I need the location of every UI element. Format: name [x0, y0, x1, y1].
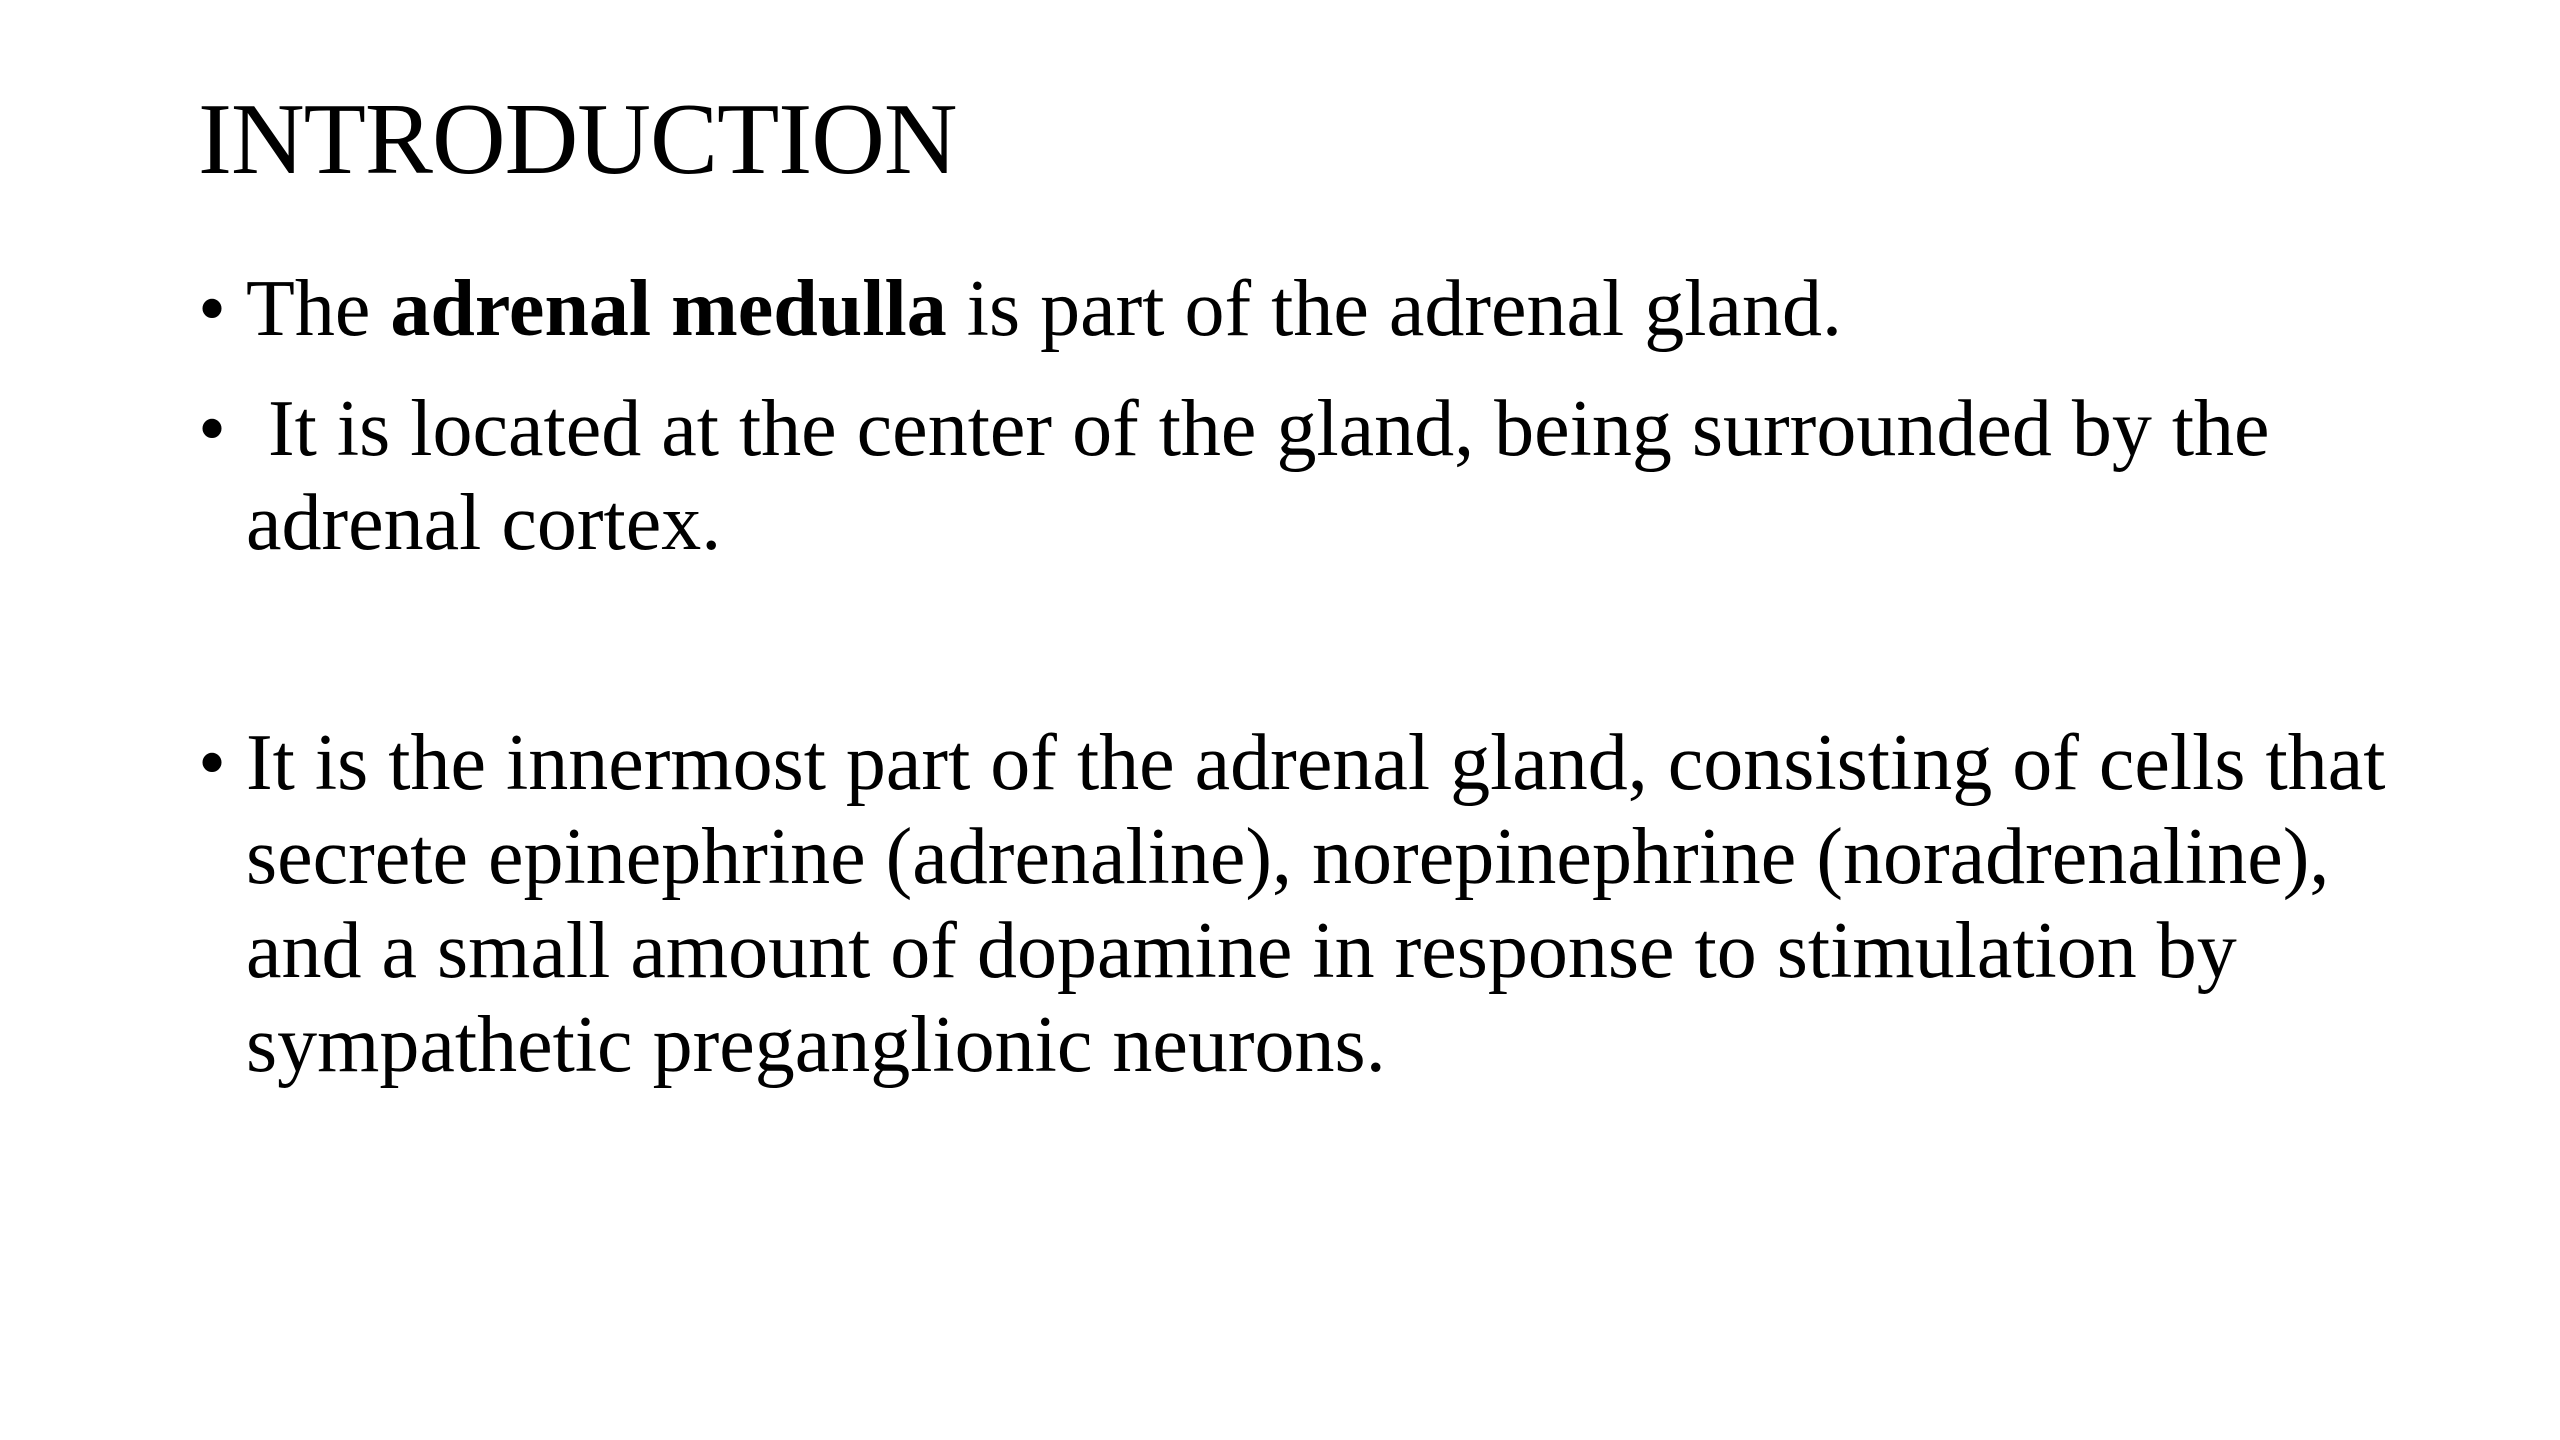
bullet-text-1-end: is part of the adrenal gland.: [946, 265, 1842, 353]
bullet-item-2: [198, 382, 2398, 570]
bullet-marker: •: [198, 719, 227, 807]
bullet-text-1: [246, 262, 2398, 356]
bullet-item-3: [198, 716, 2398, 1092]
bullet-text-1-start: The: [246, 265, 391, 353]
bullet-marker: •: [198, 265, 227, 353]
bullet-item-1: [198, 262, 2398, 356]
bullet-text-3: It is the innermost part of the adrenal gland, consisting of cells that secrete epinephrine (adrenaline), norepinephrine (noradrenaline), and a small amount of dopamine in response to stimulation by sympathetic preganglionic neurons.: [246, 719, 2386, 1089]
bullet-text-1-bold-term: adrenal medulla: [390, 265, 947, 353]
bullet-marker: •: [198, 385, 227, 473]
slide-title: INTRODUCTION: [198, 83, 957, 196]
bullet-text-2: It is located at the center of the gland, being surrounded by the adrenal cortex.: [246, 385, 2270, 567]
